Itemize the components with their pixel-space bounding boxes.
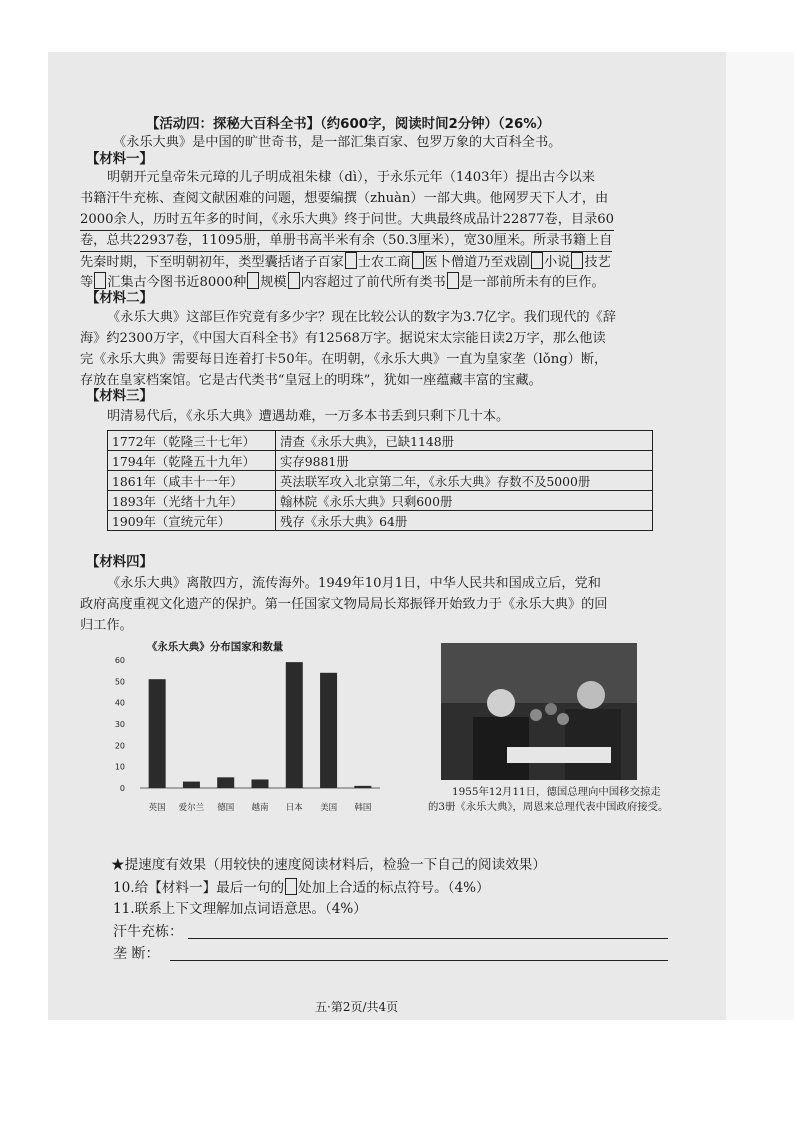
historical-photo <box>441 643 637 780</box>
punct-box <box>345 252 357 269</box>
table-cell-year: 1794年（乾隆五十九年） <box>108 451 276 471</box>
photo-caption-line2: 的3册《永乐大典》，周恩来总理代表中国政府接受。 <box>428 801 669 813</box>
line6-part2: 汇集古今图书近8000种 <box>107 275 247 290</box>
x-tick-label: 英国 <box>148 803 166 813</box>
chart-title: 《永乐大典》分布国家和数量 <box>146 641 284 653</box>
y-tick-label: 40 <box>114 698 125 708</box>
punct-box <box>285 878 297 895</box>
material2-line4: 存放在皇家档案馆。它是古代类书“皇冠上的明珠”，犹如一座蕴藏丰富的宝藏。 <box>80 373 542 388</box>
material2-line3: 完《永乐大典》需要每日连着打卡50年。在明朝，《永乐大典》一直为皇家垄（lǒng）断， <box>80 352 608 367</box>
line5-part3: 医卜僧道乃至戏剧 <box>424 255 530 270</box>
question-11: 11.联系上下文理解加点词语意思。（4%） <box>113 901 367 917</box>
table-row <box>108 431 653 451</box>
table-cell-year: 1861年（咸丰十一年） <box>108 471 276 491</box>
y-tick-label: 60 <box>114 656 125 665</box>
intro-text: 《永乐大典》是中国的旷世奇书，是一部汇集百家、包罗万象的大百科全书。 <box>113 135 562 150</box>
material4-line3: 归工作。 <box>80 618 133 633</box>
material1-line1: 明朝开元皇帝朱元璋的儿子明成祖朱棣（dì），于永乐元年（1403年）提出古今以来 <box>107 170 595 185</box>
material4-line1: 《永乐大典》离散四方，流传海外。1949年10月1日，中华人民共和国成立后，党和 <box>107 576 601 591</box>
q10-prefix: 10.给【材料一】最后一句的 <box>113 880 285 896</box>
table-row <box>108 471 653 491</box>
table-cell-event: 实存9881册 <box>276 451 653 471</box>
line5-part2: 士农工商 <box>357 255 411 270</box>
y-tick-label: 30 <box>114 720 125 729</box>
term-2: 垄 断： <box>113 946 160 962</box>
material2-label: 【材料二】 <box>86 291 153 306</box>
punct-box <box>412 252 424 269</box>
questions-heading: ★提速度有效果（用较快的速度阅读材料后，检验一下自己的阅读效果） <box>111 857 546 873</box>
term-1: 汗牛充栋： <box>113 924 183 940</box>
table-cell-event: 残存《永乐大典》64册 <box>276 511 653 531</box>
material3-intro: 明清易代后，《永乐大典》遭遇劫难，一万多本书丢到只剩下几十本。 <box>107 409 510 424</box>
x-tick-label: 越南 <box>251 803 269 813</box>
table-cell-event: 清查《永乐大典》，已缺1148册 <box>276 431 653 451</box>
y-tick-label: 20 <box>114 741 125 751</box>
chart-bar <box>217 777 234 788</box>
line6-part3: 规模 <box>260 275 287 290</box>
material4-label: 【材料四】 <box>86 555 153 570</box>
x-tick-label: 爱尔兰 <box>178 803 205 813</box>
x-tick-label: 德国 <box>217 803 235 813</box>
background-edge <box>726 52 794 1020</box>
history-table <box>107 430 653 531</box>
line6-part5: 是一部前所未有的巨作。 <box>459 275 605 290</box>
y-tick-label: 50 <box>114 677 125 687</box>
table-cell-year: 1893年（光绪十九年） <box>108 491 276 511</box>
material1-line3: 2000余人，历时五年多的时间，《永乐大典》终于问世。大典最终成品计22877卷，目录60 <box>80 210 614 231</box>
distribution-bar-chart <box>110 636 390 818</box>
material4-line2: 政府高度重视文化遗产的保护。第一任国家文物局局长郑振铎开始致力于《永乐大典》的回 <box>80 597 608 612</box>
table-row <box>108 511 653 531</box>
q10-suffix: 处加上合适的标点符号。（4%） <box>298 880 490 896</box>
chart-bar <box>252 779 269 788</box>
punct-box <box>94 272 106 289</box>
x-tick-label: 美国 <box>320 803 338 813</box>
chart-bar <box>286 662 303 788</box>
photo-caption-line1: 1955年12月11日，德国总理向中国移交掠走 <box>452 786 661 798</box>
material1-line4: 卷，总共22937卷，11095册，单册书高半米有余（50.3厘米），宽30厘米。所录书籍上自 <box>80 231 612 252</box>
table-cell-event: 英法联军攻入北京第二年，《永乐大典》存数不及5000册 <box>276 471 653 491</box>
photo-illustration <box>441 643 637 780</box>
x-tick-label: 日本 <box>285 803 303 813</box>
activity-title: 【活动四：探秘大百科全书】（约600字，阅读时间2分钟）（26%） <box>146 117 551 132</box>
table-row <box>108 451 653 471</box>
punct-box <box>571 252 583 269</box>
table-cell-year: 1909年（宣统元年） <box>108 511 276 531</box>
line5-part1: 先秦时期，下至明朝初年，类型囊括诸子百家 <box>80 255 344 270</box>
table-cell-event: 翰林院《永乐大典》只剩600册 <box>276 491 653 511</box>
line5-part5: 技艺 <box>584 255 611 270</box>
answer-line-1[interactable] <box>188 938 668 939</box>
question-10 <box>113 878 490 898</box>
y-tick-label: 0 <box>119 784 125 793</box>
chart-bar <box>149 679 166 788</box>
line6-part1: 等 <box>80 275 94 290</box>
answer-line-2[interactable] <box>170 960 668 961</box>
punct-box <box>288 272 300 289</box>
punct-box <box>531 252 543 269</box>
material2-line1: 《永乐大典》这部巨作究竟有多少字？现在比较公认的数字为3.7亿字。我们现代的《辞 <box>107 310 616 325</box>
punct-box <box>447 272 459 289</box>
material1-line6 <box>80 272 605 293</box>
page-footer: 五·第2页/共4页 <box>315 1000 399 1014</box>
punct-box <box>247 272 259 289</box>
table-row <box>108 491 653 511</box>
table-cell-year: 1772年（乾隆三十七年） <box>108 431 276 451</box>
material3-label: 【材料三】 <box>86 389 153 404</box>
chart-bar <box>183 782 200 788</box>
chart-bar <box>320 673 337 788</box>
material1-line5 <box>80 252 611 273</box>
x-tick-label: 韩国 <box>354 803 372 813</box>
line6-part4: 内容超过了前代所有类书 <box>300 275 446 290</box>
y-tick-label: 10 <box>114 762 125 772</box>
material1-label: 【材料一】 <box>86 152 153 167</box>
material2-line2: 海》约2300万字，《中国大百科全书》有12568万字。据说宋太宗能日读2万字，那么他读 <box>80 331 606 346</box>
line5-part4: 小说 <box>544 255 571 270</box>
chart-bar <box>354 786 371 788</box>
material1-line2: 书籍汗牛充栋、查阅文献困难的问题，想要编撰（zhuàn）一部大典。他网罗天下人才，由 <box>80 191 609 206</box>
